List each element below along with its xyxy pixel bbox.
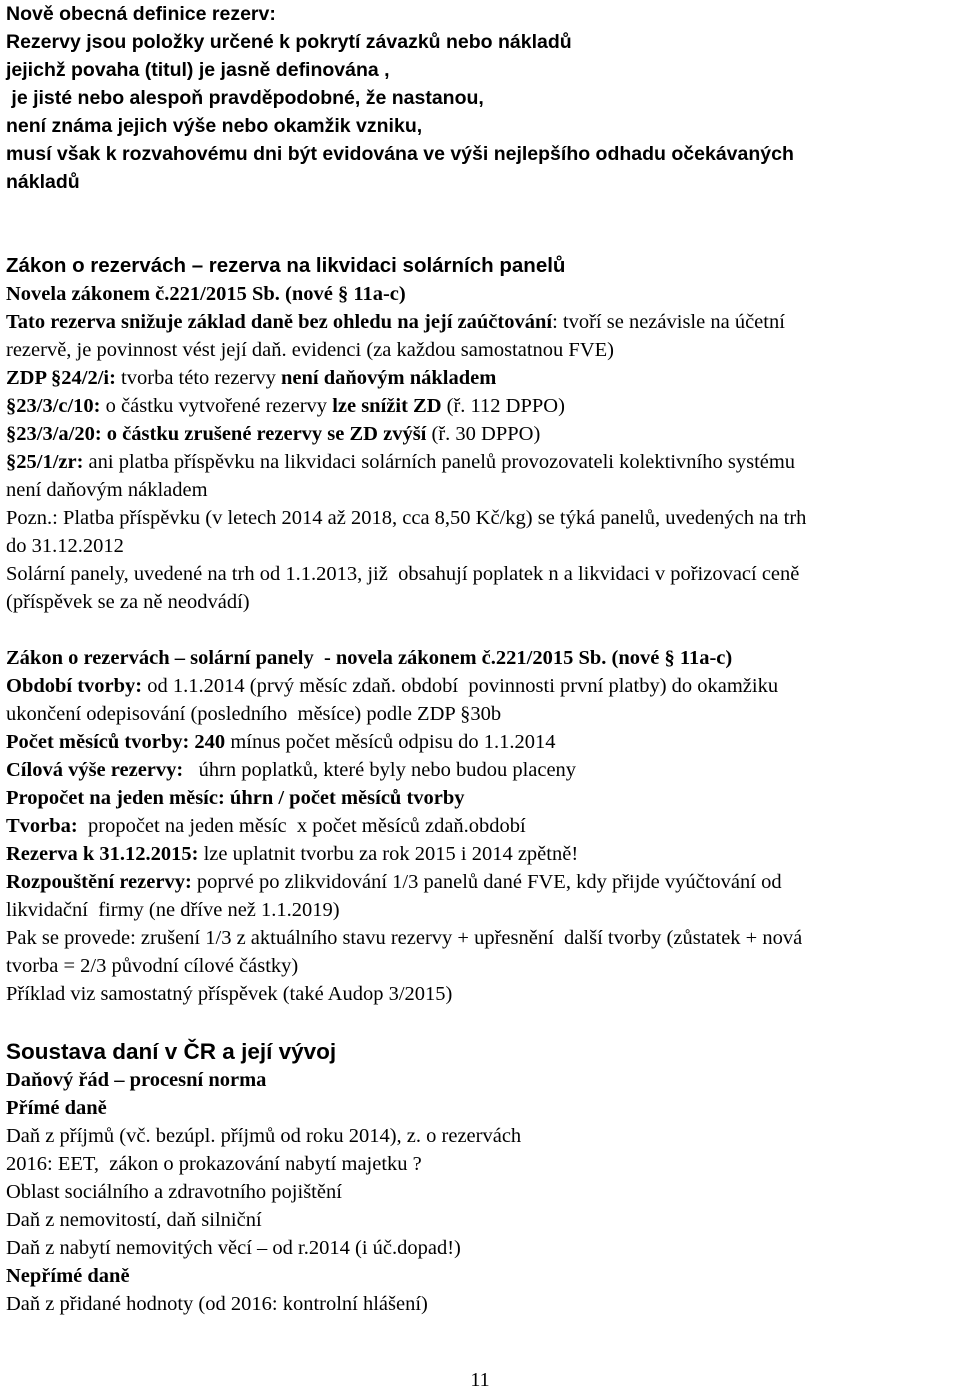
definition-line: Rezervy jsou položky určené k pokrytí závazků nebo nákladů bbox=[6, 31, 572, 53]
definition-line: je jisté nebo alespoň pravděpodobné, že nastanou, bbox=[6, 87, 484, 109]
novela-text: Novela zákonem č.221/2015 Sb. (nové § 11a-c) bbox=[6, 283, 406, 305]
subheading: Přímé daně bbox=[6, 1097, 107, 1119]
paragraph-line: není daňovým nákladem bbox=[6, 479, 208, 501]
paragraph-line: do 31.12.2012 bbox=[6, 535, 124, 557]
page-number: 11 bbox=[470, 1369, 490, 1391]
definition-line: jejichž povaha (titul) je jasně definována , bbox=[6, 59, 390, 81]
paragraph-line: §23/3/a/20: o částku zrušené rezervy se ZD zvýší (ř. 30 DPPO) bbox=[6, 423, 541, 445]
paragraph-line: §25/1/zr: ani platba příspěvku na likvidaci solárních panelů provozovateli kolektivního systému bbox=[6, 451, 796, 473]
paragraph-line: Příklad viz samostatný příspěvek (také Audop 3/2015) bbox=[6, 983, 453, 1005]
paragraph-line: ukončení odepisování (posledního měsíce) podle ZDP §30b bbox=[6, 703, 502, 725]
section-heading-solar-panels: Zákon o rezervách – solární panely - novela zákonem č.221/2015 Sb. (nové § 11a-c) bbox=[6, 647, 733, 669]
list-item: 2016: EET, zákon o prokazování nabytí majetku ? bbox=[6, 1153, 422, 1175]
paragraph-line: Propočet na jeden měsíc: úhrn / počet měsíců tvorby bbox=[6, 787, 465, 809]
paragraph-line: tvorba = 2/3 původní cílové částky) bbox=[6, 955, 299, 977]
paragraph-line: Období tvorby: od 1.1.2014 (prvý měsíc zdaň. období povinnosti první platby) do okamžiku bbox=[6, 675, 779, 697]
paragraph-line: Rozpouštění rezervy: poprvé po zlikvidování 1/3 panelů dané FVE, kdy přijde vyúčtování od bbox=[6, 871, 782, 893]
paragraph-line: §23/3/c/10: o částku vytvořené rezervy lze snížit ZD (ř. 112 DPPO) bbox=[6, 395, 565, 417]
definition-title: Nově obecná definice rezerv: bbox=[6, 3, 276, 25]
paragraph-line: Počet měsíců tvorby: 240 mínus počet měsíců odpisu do 1.1.2014 bbox=[6, 731, 556, 753]
paragraph-line: (příspěvek se za ně neodvádí) bbox=[6, 591, 250, 613]
definition-line: není známa jejich výše nebo okamžik vzniku, bbox=[6, 115, 423, 137]
paragraph-line: Tvorba: propočet na jeden měsíc x počet měsíců zdaň.období bbox=[6, 815, 526, 837]
subheading: Daňový řád – procesní norma bbox=[6, 1069, 267, 1091]
paragraph-line: rezervě, je povinnost vést její daň. evidenci (za každou samostatnou FVE) bbox=[6, 339, 614, 361]
definition-line: musí však k rozvahovému dni být evidována ve výši nejlepšího odhadu očekávaných bbox=[6, 143, 794, 165]
list-item: Daň z nemovitostí, daň silniční bbox=[6, 1209, 262, 1231]
paragraph-line: ZDP §24/2/i: tvorba této rezervy není daňovým nákladem bbox=[6, 367, 497, 389]
paragraph-line: Cílová výše rezervy: úhrn poplatků, které byly nebo budou placeny bbox=[6, 759, 577, 781]
paragraph-line: likvidační firmy (ne dříve než 1.1.2019) bbox=[6, 899, 340, 921]
novela-line bbox=[6, 280, 406, 308]
paragraph-line: Rezerva k 31.12.2015: lze uplatnit tvorbu za rok 2015 i 2014 zpětně! bbox=[6, 843, 579, 865]
definition-line: nákladů bbox=[6, 171, 80, 193]
list-item: Oblast sociálního a zdravotního pojištění bbox=[6, 1181, 342, 1203]
paragraph-line: Tato rezerva snižuje základ daně bez ohledu na její zaúčtování: tvoří se nezávisle na účetní bbox=[6, 311, 785, 333]
list-item: Daň z příjmů (vč. bezúpl. příjmů od roku 2014), z. o rezervách bbox=[6, 1125, 522, 1147]
list-item: Daň z přidané hodnoty (od 2016: kontrolní hlášení) bbox=[6, 1293, 428, 1315]
paragraph-line: Pozn.: Platba příspěvku (v letech 2014 až 2018, cca 8,50 Kč/kg) se týká panelů, uvedených na trh bbox=[6, 507, 807, 529]
paragraph-line: Pak se provede: zrušení 1/3 z aktuálního stavu rezervy + upřesnění další tvorby (zůstatek + nová bbox=[6, 927, 803, 949]
section-heading-solar-reserve: Zákon o rezervách – rezerva na likvidaci solárních panelů bbox=[6, 254, 566, 277]
list-item: Daň z nabytí nemovitých věcí – od r.2014 (i úč.dopad!) bbox=[6, 1237, 461, 1259]
section-heading-tax-system: Soustava daní v ČR a její vývoj bbox=[6, 1039, 337, 1064]
paragraph-line: Solární panely, uvedené na trh od 1.1.2013, již obsahují poplatek n a likvidaci v pořizovací ceně bbox=[6, 563, 800, 585]
subheading: Nepřímé daně bbox=[6, 1265, 130, 1287]
